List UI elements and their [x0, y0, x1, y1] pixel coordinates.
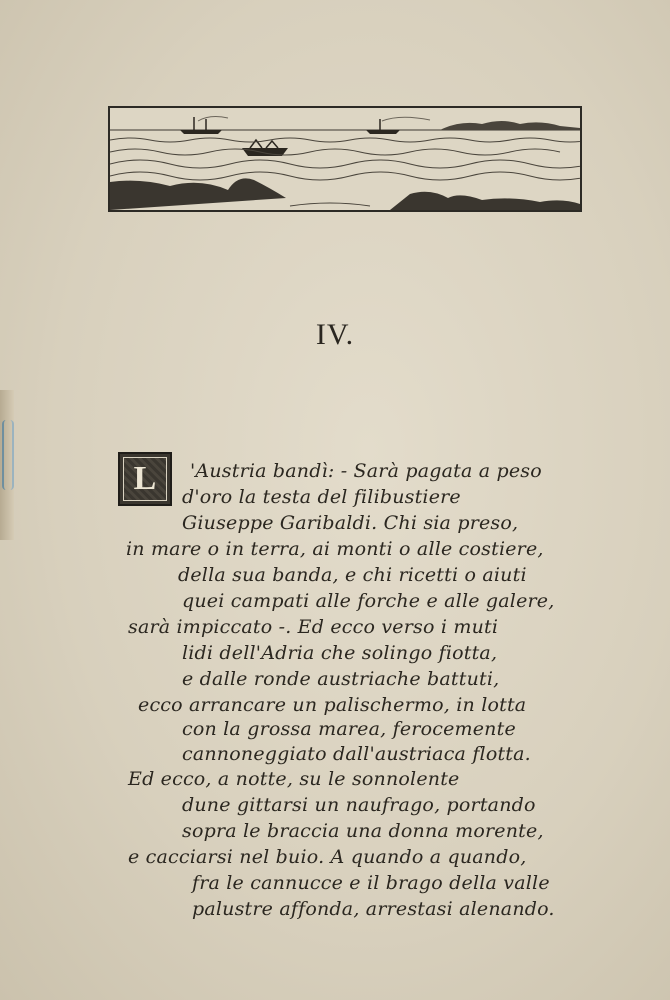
poem-line: e cacciarsi nel buio. A quando a quando,	[128, 846, 527, 868]
poem-line: quei campati alle forche e alle galere,	[182, 590, 555, 612]
poem-line: e dalle ronde austriache battuti,	[182, 668, 500, 690]
poem-line: Ed ecco, a notte, su le sonnolente	[128, 768, 460, 790]
poem-line: 'Austria bandì: - Sarà pagata a peso	[190, 460, 542, 482]
poem-line: della sua banda, e chi ricetti o aiuti	[178, 564, 527, 586]
poem-line: con la grossa marea, ferocemente	[182, 718, 516, 740]
poem-line: lidi dell'Adria che solingo fiotta,	[182, 642, 498, 664]
sea-ships-illustration	[108, 106, 582, 212]
poem-line: palustre affonda, arrestasi alenando.	[192, 898, 555, 920]
binding-thread	[2, 420, 14, 490]
drop-cap	[118, 452, 172, 506]
poem-line: dune gittarsi un naufrago, portando	[182, 794, 536, 816]
poem-line: Giuseppe Garibaldi. Chi sia preso,	[182, 512, 519, 534]
chapter-number: IV.	[315, 318, 355, 351]
drop-cap-letter: L	[133, 460, 157, 497]
poem-line: fra le cannucce e il brago della valle	[192, 872, 550, 894]
sea-ships-icon	[110, 108, 580, 210]
poem-line: sopra le braccia una donna morente,	[182, 820, 544, 842]
poem-line: cannoneggiato dall'austriaca flotta.	[182, 743, 531, 765]
poem-line: d'oro la testa del filibustiere	[182, 486, 461, 508]
poem-line: ecco arrancare un palischermo, in lotta	[138, 694, 527, 716]
poem-line: sarà impiccato -. Ed ecco verso i muti	[128, 616, 499, 638]
poem-line: in mare o in terra, ai monti o alle costiere,	[126, 538, 544, 560]
